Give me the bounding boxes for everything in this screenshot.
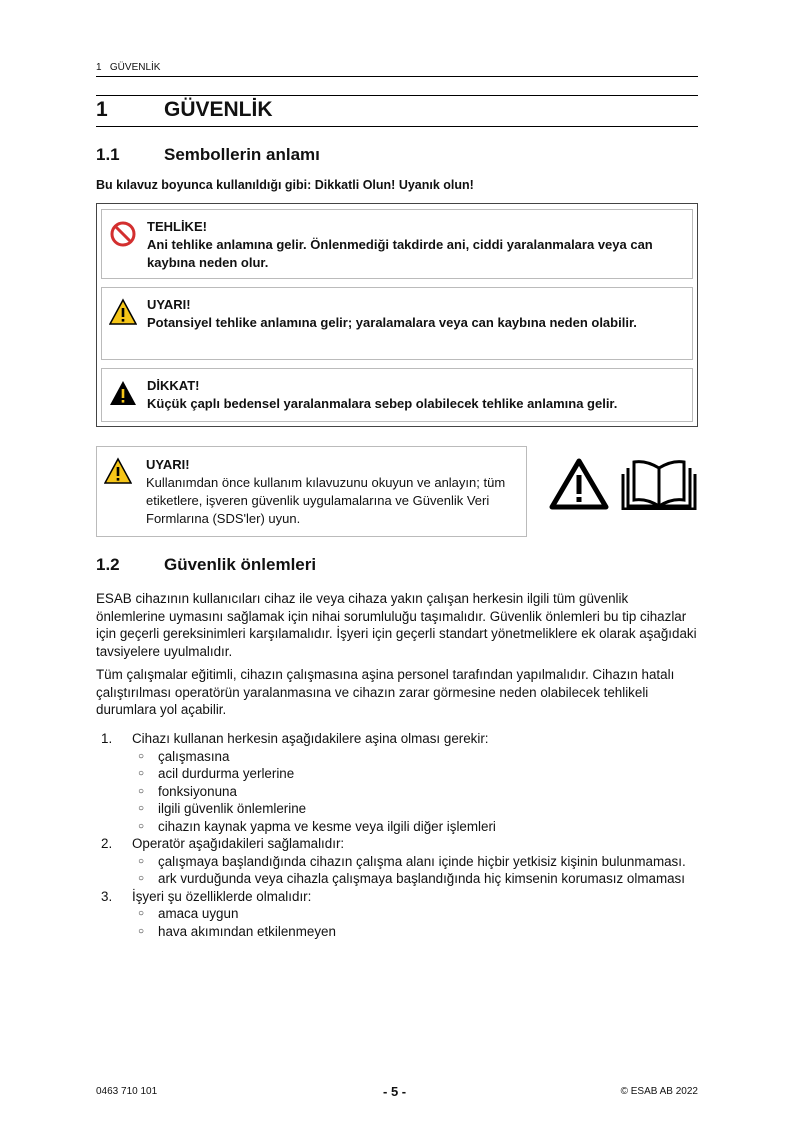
box-title: UYARI! bbox=[147, 297, 191, 312]
sub-list-item bbox=[96, 923, 700, 941]
read-manual-warning bbox=[96, 446, 527, 537]
sub-item-text: ilgili güvenlik önlemlerine bbox=[158, 801, 307, 816]
symbol-table bbox=[96, 203, 698, 427]
paragraph: Tüm çalışmalar eğitimli, cihazın çalışmasına aşina personel tarafından yapılmalıdır. Cihazın hatalı çalıştırılması operatörün yaralanmasına ve cihazın zarar görmesine neden olabilecek tehlikeli durumlara yol açabilir. bbox=[96, 667, 675, 717]
sub-item-text: cihazın kaynak yapma ve kesme veya ilgili diğer işlemleri bbox=[158, 818, 496, 834]
box-text: Küçük çaplı bedensel yaralanmalara sebep olabilecek tehlike anlamına gelir. bbox=[147, 396, 618, 411]
chapter-rule-top bbox=[96, 95, 698, 96]
page-number: - 5 - bbox=[383, 1084, 407, 1099]
document-number: 0463 710 101 bbox=[96, 1086, 158, 1097]
list-number: 3. bbox=[101, 888, 113, 904]
list-text: Cihazı kullanan herkesin aşağıdakilere aşina olması gerekir: bbox=[132, 731, 489, 746]
box-text: Kullanımdan önce kullanım kılavuzunu okuyun ve anlayın; tüm etiketlere, işveren güvenlik uygulamalarına ve Güvenlik Veri Formlarına (SDS'ler) uyun. bbox=[146, 475, 506, 526]
list-text: İşyeri şu özelliklerde olmalıdır: bbox=[132, 888, 312, 904]
sub-item-text: ark vurduğunda veya cihazla çalışmaya başlandığında hiç kimsenin korumasız olmaması bbox=[158, 871, 685, 886]
bullet-icon: ○ bbox=[138, 785, 145, 797]
list-number: 1. bbox=[101, 731, 113, 746]
chapter-number: 1 bbox=[96, 98, 108, 121]
caution-box bbox=[101, 368, 693, 422]
sub-list-item bbox=[96, 800, 700, 818]
list-item bbox=[96, 835, 700, 853]
caution-icon bbox=[109, 379, 137, 407]
box-title: UYARI! bbox=[146, 457, 190, 472]
warning-triangle-icon bbox=[549, 458, 609, 510]
sub-list-item bbox=[96, 818, 700, 836]
sub-item-text: çalışmasına bbox=[158, 748, 230, 764]
sub-list-item bbox=[96, 853, 700, 871]
warning-box bbox=[101, 287, 693, 360]
sub-list-item bbox=[96, 765, 700, 783]
read-manual-book-icon bbox=[620, 456, 698, 510]
list-item bbox=[96, 730, 700, 748]
sub-list-item bbox=[96, 748, 700, 766]
list-text: Operatör aşağıdakileri sağlamalıdır: bbox=[132, 836, 345, 851]
section-number: 1.2 bbox=[96, 555, 120, 574]
list-number: 2. bbox=[101, 836, 113, 851]
list-item bbox=[96, 888, 700, 906]
sub-list-item bbox=[96, 905, 700, 923]
bullet-icon: ○ bbox=[138, 820, 145, 832]
copyright: © ESAB AB 2022 bbox=[620, 1086, 698, 1097]
danger-box bbox=[101, 209, 693, 279]
bullet-icon: ○ bbox=[138, 908, 145, 919]
sub-item-text: hava akımından etkilenmeyen bbox=[158, 923, 336, 939]
warning-icon bbox=[109, 298, 137, 326]
box-text: Ani tehlike anlamına gelir. Önlenmediği takdirde ani, ciddi yaralanmalara veya can kaybına neden olur. bbox=[147, 237, 653, 270]
bullet-icon: ○ bbox=[138, 855, 145, 867]
paragraph: ESAB cihazının kullanıcıları cihaz ile veya cihaza yakın çalışan herkesin ilgili tüm güvenlik önlemlerine uymasını sağlamak için nihai sorumluluğu taşımalıdır. Güvenlik önlemleri bu tip cihazlar için geçerli gereksinimleri karşılamalıdır. İşyeri için geçerli standart yönetmeliklere ek olarak aşağıdaki tavsiyelere uyulmalıdır. bbox=[96, 591, 697, 659]
warning-icon bbox=[104, 457, 132, 485]
chapter-heading bbox=[96, 98, 273, 122]
box-text: Potansiyel tehlike anlamına gelir; yaralamalara veya can kaybına neden olabilir. bbox=[147, 315, 637, 330]
precautions-list bbox=[96, 730, 700, 940]
sub-item-text: amaca uygun bbox=[158, 906, 239, 921]
box-title: DİKKAT! bbox=[147, 378, 200, 393]
section-number: 1.1 bbox=[96, 145, 120, 164]
box-title: TEHLİKE! bbox=[147, 219, 207, 234]
sub-item-text: fonksiyonuna bbox=[158, 783, 237, 799]
lead-text: Bu kılavuz boyunca kullanıldığı gibi: Dikkatli Olun! Uyanık olun! bbox=[96, 178, 474, 192]
bullet-icon: ○ bbox=[138, 873, 145, 884]
section-heading bbox=[96, 555, 317, 575]
header-rule bbox=[96, 76, 698, 77]
prohibition-icon bbox=[109, 220, 137, 248]
sub-list-item bbox=[96, 870, 700, 888]
chapter-rule-bottom bbox=[96, 126, 698, 127]
bullet-icon: ○ bbox=[138, 803, 145, 814]
section-title: Sembollerin anlamı bbox=[164, 145, 320, 164]
bullet-icon: ○ bbox=[138, 750, 145, 762]
sub-list-item bbox=[96, 783, 700, 801]
sub-item-text: çalışmaya başlandığında cihazın çalışma alanı içinde hiçbir yetkisiz kişinin bulunmaması. bbox=[158, 853, 686, 869]
bullet-icon: ○ bbox=[138, 925, 145, 937]
section-title: Güvenlik önlemleri bbox=[164, 555, 317, 574]
sub-item-text: acil durdurma yerlerine bbox=[158, 766, 295, 781]
section-heading bbox=[96, 145, 320, 165]
bullet-icon: ○ bbox=[138, 768, 145, 779]
running-header: 1 GÜVENLİK bbox=[96, 62, 161, 73]
chapter-title: GÜVENLİK bbox=[164, 98, 273, 121]
